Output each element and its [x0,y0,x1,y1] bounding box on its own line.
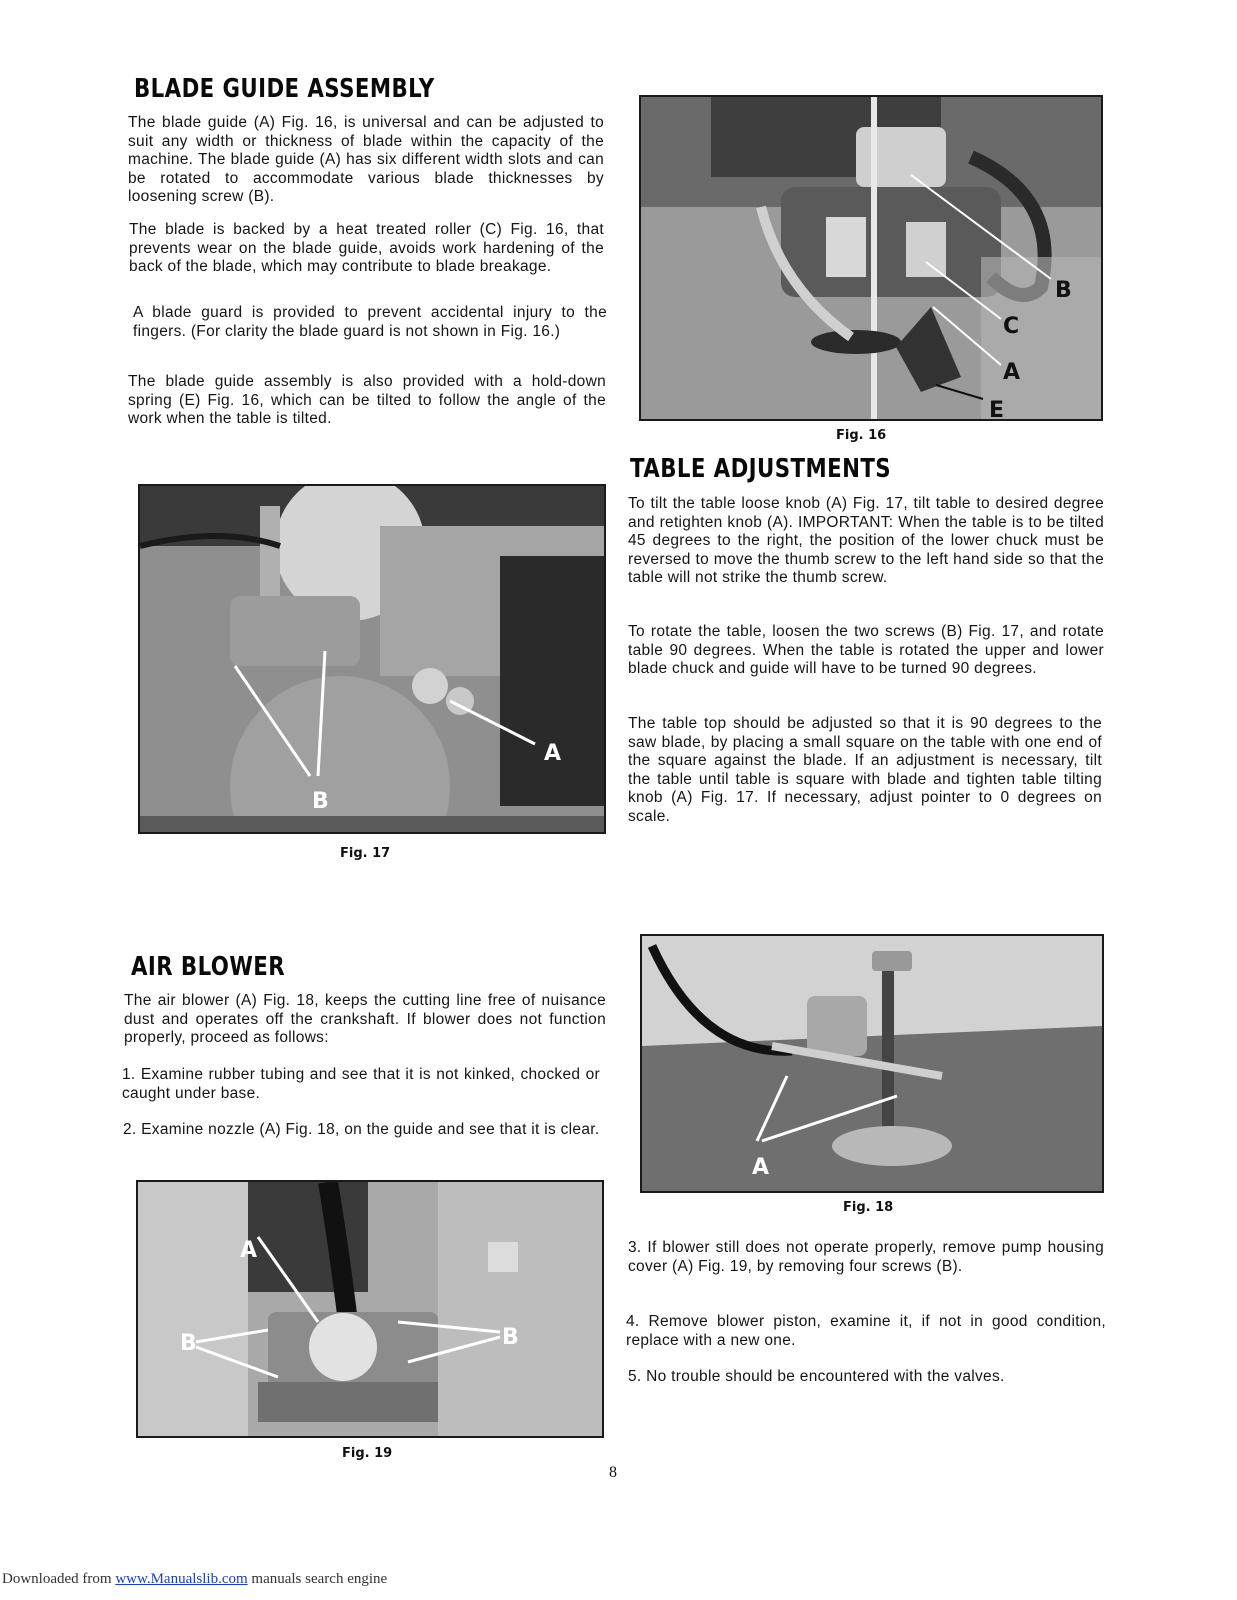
footer-suffix: manuals search engine [247,1571,388,1587]
fig17-illustration [140,486,604,832]
air-blower-paragraph-1: The air blower (A) Fig. 18, keeps the cutting line free of nuisance dust and operates off the crankshaft. If blower does not function properly, proceed as follows: [124,992,606,1046]
blade-guide-paragraph-2: The blade is backed by a heat treated roller (C) Fig. 16, that prevents wear on the blade guide, avoids work hardening of the back of the blade, which may contribute to blade breakage. [129,221,604,275]
table-adjustments-paragraph-3: The table top should be adjusted so that it is 90 degrees to the saw blade, by placing a small square on the table with one end of the square against the blade. If an adjustment is necessary, tilt the table until table is square with blade and tighten table tilting knob (A) Fig. 17. If necessary, adjust pointer to 0 degrees on scale. [628,715,1102,825]
table-adjustments-paragraph-2: To rotate the table, loosen the two screws (B) Fig. 17, and rotate table 90 degrees. When the table is rotated the upper and lower blade chuck and guide will have to be turned 90 degrees. [628,623,1104,677]
fig16-photo [639,95,1103,421]
fig16-illustration [641,97,1101,419]
blade-guide-heading: BLADE GUIDE ASSEMBLY [134,74,435,104]
air-blower-item-4: 4. Remove blower piston, examine it, if not in good condition, replace with a new one. [626,1313,1106,1349]
fig19-label-b-right: B [502,1325,519,1350]
air-blower-item-2: 2. Examine nozzle (A) Fig. 18, on the guide and see that it is clear. [123,1121,600,1138]
fig16-label-e: E [989,398,1005,419]
fig16-label-a: A [1003,360,1021,385]
fig16-label-c: C [1003,314,1020,339]
table-adjustments-heading: TABLE ADJUSTMENTS [630,454,892,484]
air-blower-item-1: 1. Examine rubber tubing and see that it is not kinked, chocked or caught under base. [122,1066,600,1102]
blade-guide-paragraph-3: A blade guard is provided to prevent accidental injury to the fingers. (For clarity the blade guard is not shown in Fig. 16.) [133,304,607,340]
fig18-label-a: A [752,1155,770,1180]
fig17-caption: Fig. 17 [340,846,391,861]
air-blower-item-3: 3. If blower still does not operate properly, remove pump housing cover (A) Fig. 19, by removing four screws (B). [628,1239,1104,1275]
page-number: 8 [609,1464,617,1481]
fig19-label-a: A [240,1238,258,1263]
fig16-caption: Fig. 16 [836,428,887,443]
blade-guide-paragraph-4: The blade guide assembly is also provided with a hold-down spring (E) Fig. 16, which can be tilted to follow the angle of the work when the table is tilted. [128,373,606,427]
fig19-illustration [138,1182,602,1436]
fig19-photo [136,1180,604,1438]
blade-guide-paragraph-1: The blade guide (A) Fig. 16, is universal and can be adjusted to suit any width or thickness of blade within the capacity of the machine. The blade guide (A) has six different width slots and can be rotated to accommodate various blade thicknesses by loosening screw (B). [128,114,604,205]
fig19-caption: Fig. 19 [342,1446,393,1461]
fig17-label-b: B [312,789,329,814]
download-footer [2,1571,387,1588]
fig17-label-a: A [544,741,562,766]
table-adjustments-paragraph-1: To tilt the table loose knob (A) Fig. 17, tilt table to desired degree and retighten knob (A). IMPORTANT: When the table is to be tilted 45 degrees to the right, the position of the lower chuck must be reversed to move the thumb screw to the left hand side so that the table will not strike the thumb screw. [628,495,1104,586]
fig18-caption: Fig. 18 [843,1200,894,1215]
manualslib-link[interactable]: www.Manualslib.com [115,1571,248,1587]
fig17-photo [138,484,606,834]
fig19-label-b-left: B [180,1331,197,1356]
air-blower-heading: AIR BLOWER [131,952,286,982]
fig16-label-b: B [1055,278,1072,303]
fig18-illustration [642,936,1102,1191]
footer-prefix: Downloaded from [2,1571,116,1587]
air-blower-item-5: 5. No trouble should be encountered with the valves. [628,1368,1005,1385]
fig18-photo [640,934,1104,1193]
